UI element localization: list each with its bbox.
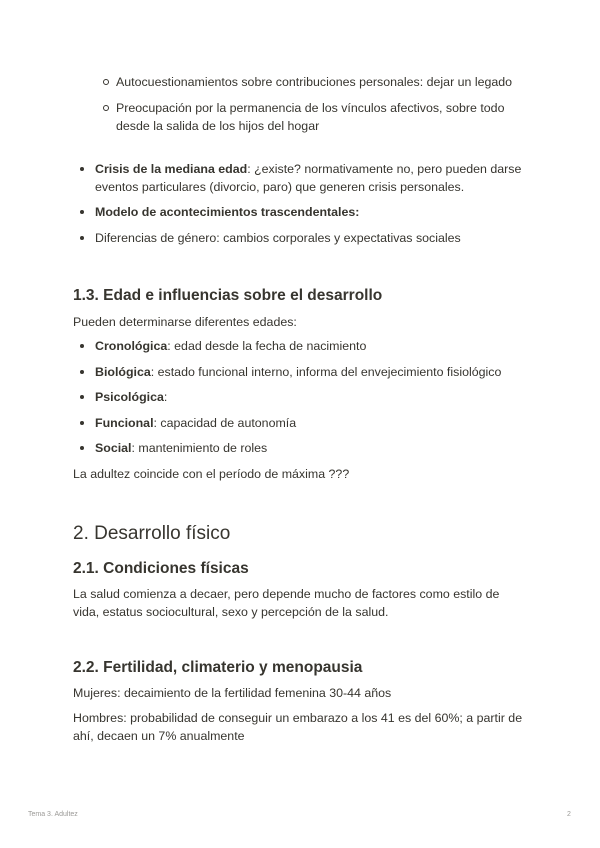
item-text: : estado funcional interno, informa del envejecimiento fisiológico — [150, 364, 502, 379]
list-item — [95, 203, 535, 221]
footer-title: Tema 3. Adultez — [28, 811, 78, 818]
paragraph-2-1: La salud comienza a decaer, pero depende mucho de factores como estilo de vida, estatus sociocultural, sexo y percepción de la salud. — [73, 587, 500, 619]
item-text: : mantenimiento de roles — [131, 441, 268, 455]
list-item — [95, 160, 535, 196]
sub-bullet-list — [116, 73, 528, 135]
page-number: 2 — [567, 811, 571, 818]
item-text: : ¿existe? normativamente no, pero pueden darse eventos particulares (divorcio, paro) que generen crisis personales. — [95, 162, 522, 194]
item-text: Diferencias de género: cambios corporales y expectativas sociales — [95, 231, 461, 245]
paragraph-women: Mujeres: decaimiento de la fertilidad femenina 30-44 años — [73, 686, 392, 700]
section-heading-2: 2. Desarrollo físico — [73, 523, 231, 544]
section-intro: Pueden determinarse diferentes edades: — [73, 315, 297, 329]
bold-term: Psicológica — [95, 390, 164, 404]
bold-term: Social — [95, 441, 132, 455]
bullet-list-model — [95, 203, 535, 221]
bullet-list-gender — [95, 229, 535, 247]
list-item — [95, 414, 535, 432]
list-item — [95, 439, 535, 457]
list-item — [95, 229, 535, 247]
list-item — [95, 363, 535, 381]
paragraph-men: Hombres: probabilidad de conseguir un embarazo a los 41 es del 60%; a partir de ahí, decaen un 7% anualmente — [73, 711, 523, 743]
bold-term: Crisis de la mediana edad — [95, 162, 248, 176]
list-item: Autocuestionamientos sobre contribuciones personales: dejar un legado — [116, 73, 528, 91]
list-item — [95, 337, 535, 355]
item-text: : capacidad de autonomía — [153, 415, 297, 430]
section-heading-2-2: 2.2. Fertilidad, climaterio y menopausia — [73, 659, 363, 676]
section-heading-2-1: 2.1. Condiciones físicas — [73, 560, 249, 577]
item-text: : edad desde la fecha de nacimiento — [167, 339, 367, 353]
bold-term: Modelo de acontecimientos trascendentales: — [95, 205, 360, 219]
ages-list — [95, 337, 535, 457]
bold-term: Cronológica — [95, 339, 168, 353]
bullet-list-crisis — [95, 160, 535, 196]
item-text: : — [163, 390, 168, 404]
list-item — [95, 388, 535, 406]
bold-term: Biológica — [95, 364, 151, 379]
closing-text: La adultez coincide con el período de máxima ??? — [73, 467, 350, 481]
list-item: Preocupación por la permanencia de los vínculos afectivos, sobre todo desde la salida de los hijos del hogar — [116, 99, 528, 135]
bold-term: Funcional — [95, 415, 154, 430]
section-heading-1-3: 1.3. Edad e influencias sobre el desarrollo — [73, 287, 383, 304]
